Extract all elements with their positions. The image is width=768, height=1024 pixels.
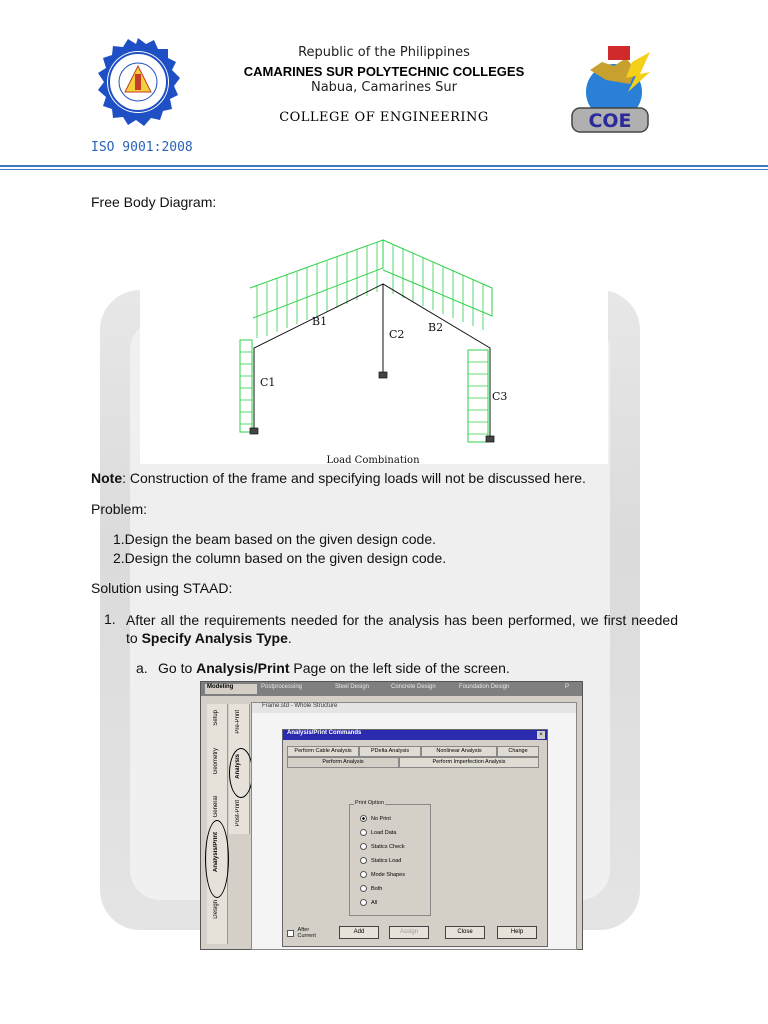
option-label: No Print xyxy=(371,815,391,822)
fbd-heading: Free Body Diagram: xyxy=(91,194,217,210)
checkbox-label-line2: Current xyxy=(297,933,316,939)
analysis-print-dialog xyxy=(282,729,548,947)
option-statics-check[interactable] xyxy=(360,843,405,850)
dialog-tab-nonlinear[interactable]: Nonlinear Analysis xyxy=(421,746,497,757)
tab-more[interactable]: P xyxy=(565,684,570,690)
staad-mode-tabs xyxy=(201,682,582,696)
assign-button[interactable]: Assign xyxy=(389,926,429,939)
radio-icon xyxy=(360,899,367,906)
label-b1: B1 xyxy=(312,315,328,328)
side-tab-design[interactable]: Design xyxy=(213,900,219,919)
dialog-tab-change[interactable]: Change xyxy=(497,746,539,757)
step-a-pre: Go to xyxy=(158,660,197,676)
tab-foundation-design[interactable]: Foundation Design xyxy=(459,684,510,690)
highlight-oval-analysis xyxy=(229,748,253,798)
close-button[interactable]: Close xyxy=(445,926,485,939)
side-tab-geometry[interactable]: Geometry xyxy=(213,748,219,775)
option-label: All xyxy=(371,899,378,906)
step-a-bold: Analysis/Print xyxy=(196,660,290,676)
option-label: Statics Check xyxy=(371,843,405,850)
header-rule-thin xyxy=(0,169,768,170)
option-no-print[interactable] xyxy=(360,815,391,822)
label-c1: C1 xyxy=(260,376,276,389)
option-statics-load[interactable] xyxy=(360,857,401,864)
step-1-end: . xyxy=(287,630,292,646)
tab-postprocessing[interactable]: Postprocessing xyxy=(261,684,303,690)
coe-logo-text: COE xyxy=(588,110,632,132)
option-both[interactable] xyxy=(360,885,382,892)
help-button[interactable]: Help xyxy=(497,926,537,939)
dialog-tab-imperfection[interactable]: Perform Imperfection Analysis xyxy=(399,757,539,768)
step-1-number: 1. xyxy=(104,611,116,627)
solution-heading: Solution using STAAD: xyxy=(91,580,233,596)
add-button[interactable]: Add xyxy=(339,926,379,939)
diagram-caption: Load Combination xyxy=(326,455,420,464)
option-label: Both xyxy=(371,885,383,892)
label-c2: C2 xyxy=(389,328,405,341)
header-college: COLLEGE OF ENGINEERING xyxy=(279,110,489,125)
option-mode-shapes[interactable] xyxy=(360,871,405,878)
option-label: Statics Load xyxy=(371,857,402,864)
dialog-tab-perform-analysis[interactable]: Perform Analysis xyxy=(287,757,399,768)
step-1-text xyxy=(126,611,678,647)
step-a-post: Page on the left side of the screen. xyxy=(289,660,510,676)
radio-icon xyxy=(360,885,367,892)
note-label: Note xyxy=(91,470,123,486)
iso-certification: ISO 9001:2008 xyxy=(91,140,193,155)
radio-icon xyxy=(360,871,367,878)
dialog-tab-pdelta[interactable]: PDelta Analysis xyxy=(359,746,421,757)
tab-concrete-design[interactable]: Concrete Design xyxy=(391,684,436,690)
note-paragraph xyxy=(91,470,586,486)
after-current-checkbox[interactable] xyxy=(287,927,316,939)
side-tab-setup[interactable]: Setup xyxy=(213,710,219,726)
checkbox-label-line1: After xyxy=(297,927,310,933)
checkbox-icon xyxy=(287,930,294,937)
option-all[interactable] xyxy=(360,899,377,906)
problem-item-2: 2.Design the column based on the given design code. xyxy=(113,550,447,566)
step-a-text xyxy=(158,660,510,676)
radio-selected-icon xyxy=(360,815,367,822)
problem-item-1: 1.Design the beam based on the given design code. xyxy=(113,531,437,547)
side-tab-general[interactable]: General xyxy=(213,796,219,818)
sub-tab-post-print[interactable]: Post-Print xyxy=(235,800,241,827)
radio-icon xyxy=(360,843,367,850)
free-body-diagram xyxy=(140,228,608,464)
sub-tab-analysis[interactable]: Analysis xyxy=(235,754,241,779)
dialog-title: Analysis/Print Commands xyxy=(283,730,547,740)
header-republic: Republic of the Philippines xyxy=(298,45,470,60)
header-location: Nabua, Camarines Sur xyxy=(310,80,458,95)
sub-tab-pre-print[interactable]: Pre-Print xyxy=(235,710,241,734)
dialog-tab-cable[interactable]: Perform Cable Analysis xyxy=(287,746,359,757)
problem-heading: Problem: xyxy=(91,501,148,517)
staad-screenshot xyxy=(200,681,583,950)
header-rule xyxy=(0,165,768,167)
coe-logo xyxy=(566,40,662,136)
label-c3: C3 xyxy=(492,390,508,403)
radio-icon xyxy=(360,829,367,836)
option-load-data[interactable] xyxy=(360,829,396,836)
option-label: Mode Shapes xyxy=(371,871,405,878)
print-option-label: Print Option xyxy=(355,800,385,806)
label-b2: B2 xyxy=(428,321,444,334)
step-a-number: a. xyxy=(136,660,148,676)
tab-modeling[interactable]: Modeling xyxy=(205,684,257,694)
note-text: : Construction of the frame and specifying loads will not be discussed here. xyxy=(122,470,586,486)
header-school-name: CAMARINES SUR POLYTECHNIC COLLEGES xyxy=(243,64,525,79)
option-label: Load Data xyxy=(371,829,397,836)
step-1-bold: Specify Analysis Type xyxy=(141,630,288,646)
tab-steel-design[interactable]: Steel Design xyxy=(335,684,370,690)
side-tab-analysis-print[interactable]: Analysis/Print xyxy=(213,832,219,873)
highlight-oval-analysis-print xyxy=(205,820,229,898)
structure-window xyxy=(251,702,577,950)
radio-icon xyxy=(360,857,367,864)
close-icon[interactable]: × xyxy=(537,731,545,739)
print-option-group xyxy=(349,800,431,916)
structure-window-title: Frame.std - Whole Structure xyxy=(252,703,576,713)
step-1-body: After all the requirements needed for the analysis has been performed, we first needed to xyxy=(126,612,678,646)
